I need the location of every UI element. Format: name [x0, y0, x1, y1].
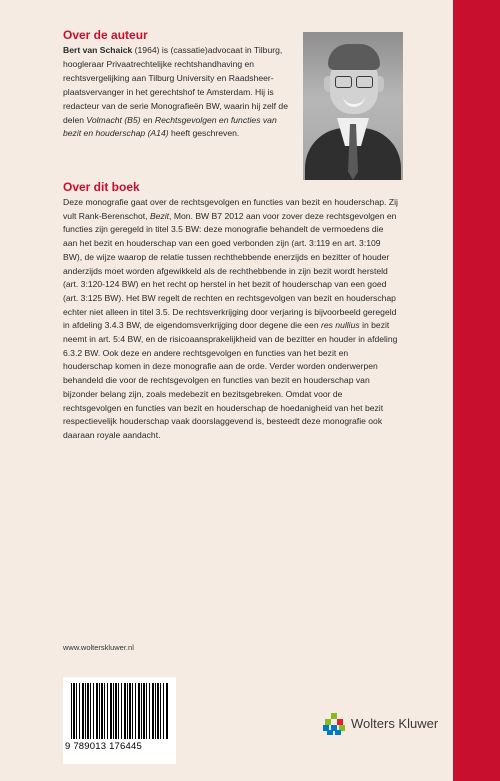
author-photo	[303, 32, 403, 180]
spine-band	[453, 0, 500, 781]
book-heading: Over dit boek	[63, 180, 140, 194]
publisher-url[interactable]: www.wolterskluwer.nl	[63, 643, 134, 652]
wolters-kluwer-logo-icon	[322, 712, 346, 736]
author-heading: Over de auteur	[63, 28, 148, 42]
publisher-logo	[322, 710, 452, 738]
author-bio: Bert van Schaick (1964) is (cassatie)advocaat in Tilburg, hoogleraar Privaatrechtelijke rechtshandhaving en rechtsvergelijking aan Tilburg University en Raadsheer-plaatsvervanger in het gerechtshof te Amsterdam. Hij is redacteur van de serie Monografieën BW, waarin hij zelf de delen Volmacht (B5) en Rechtsgevolgen en functies van bezit en houderschap (A14) heeft geschreven.	[63, 45, 288, 139]
author-name: Bert van Schaick	[63, 45, 133, 55]
title-volmacht: Volmacht (B5)	[86, 114, 141, 125]
barcode-bars	[71, 683, 168, 739]
title-rechtsgevolgen: Rechtsgevolgen en functies van bezit en houderschap (A14)	[63, 114, 277, 139]
isbn-digits: 9 789013 176445	[65, 741, 174, 752]
ref-bezit: Bezit	[149, 210, 170, 221]
term-res-nullius: res nullius	[320, 320, 360, 331]
publisher-name: Wolters Kluwer	[351, 716, 439, 731]
barcode	[63, 677, 176, 764]
book-description: Deze monografie gaat over de rechtsgevolgen en functies van bezit en houderschap. Zij vult Rank-Berenschot, Bezit, Mon. BW B7 2012 aan voor zover deze rechtsgevolgen en functies zijn geregeld in titel 3.5 BW: deze monografie behandelt de vermoedens die aan het bezit en houderschap van een goed verbonden zijn (art. 3:119 en art. 3:109 BW), de wijze waarop de relatie tussen rechthebbende enerzijds en bezitter of houder anderzijds moet worden afgewikkeld als de rechthebbende in zijn bezit wordt hersteld (art. 3:120-124 BW) en het recht op herstel in het bezit of houderschap van een goed (art. 3:125 BW). Het BW regelt de rechten en rechtsgevolgen van bezit en houderschap echter niet alleen in titel 3.5. De rechtsverkrijging door verjaring is bijvoorbeeld geregeld in afdeling 3.4.3 BW, de eigendomsverkrijging door degene die een res nullius in bezit neemt in art. 5:4 BW, en de risicoaansprakelijkheid van de bezitter en houder in afdeling 6.3.2 BW. Ook deze en andere rechtsgevolgen en functies van het bezit en houderschap komen in deze monografie aan de orde. Verder worden onderwerpen behandeld die voor de rechtsgevolgen en functies van bezit en houderschap van bijzonder belang zijn, zoals medebezit en bezitsgebreken. Omdat voor de rechtsgevolgen en functies van bezit en houderschap de hoedanigheid van het bezit respectievelijk houderschap vaak doorslaggevend is, besteedt deze monografie ook daaraan royale aandacht.	[63, 197, 398, 440]
